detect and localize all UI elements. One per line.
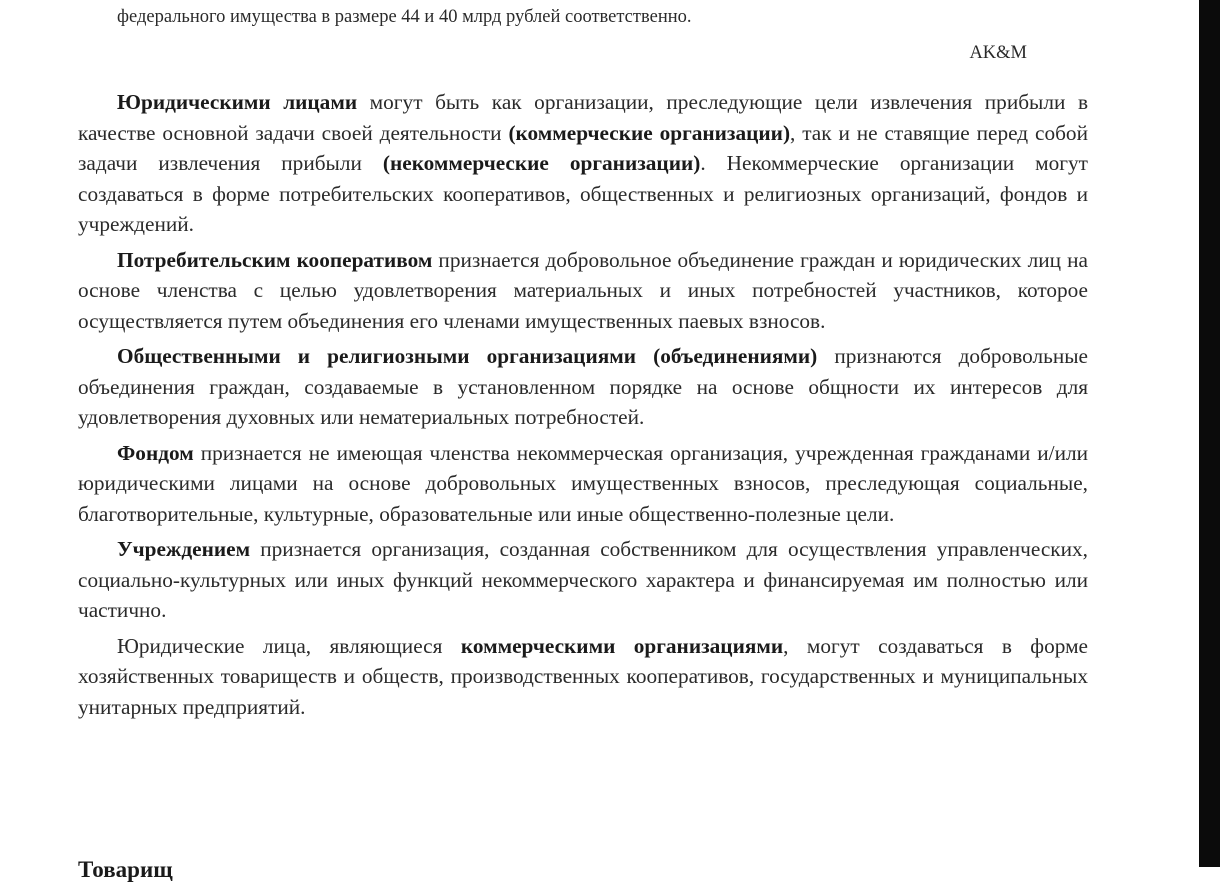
- paragraph-legal-entities: [78, 87, 1088, 240]
- term-consumer-coop: Потребительским кооперативом: [117, 247, 433, 272]
- paragraph-fund: [78, 438, 1088, 530]
- paragraph-text: признается добровольное объединение граждан и юридических лиц на основе членства с целью удовлетворения материальных и иных потребностей участников, которое осуществляется путем объединения его членами имущественных паевых взносов.: [78, 247, 1088, 333]
- paragraph-text: признаются добровольные объединения граждан, создаваемые в установленном порядке на основе общности их интересов для удовлетворения духовных или нематериальных потребностей.: [78, 344, 1088, 429]
- term-noncommercial-orgs: (некоммерческие организации): [382, 151, 701, 175]
- paragraph-text: признается не имеющая членства некоммерческая организация, учрежденная гражданами и/или юридическими лицами на основе добровольных имущественных взносов, преследующая социальные, благотворительные, культурные, образовательные или иные общественно-полезные цели.: [78, 440, 1088, 526]
- paragraph-public-religious-orgs: [78, 341, 1088, 433]
- page-edge-border: [1199, 0, 1220, 867]
- paragraph-text: признается организация, созданная собственником для осуществления управленческих, социально-культурных или иных функций некоммерческого характера и финансируемая им полностью или частично.: [78, 537, 1088, 622]
- term-commercial-orgs: (коммерческие организации): [508, 120, 791, 145]
- paragraph-text: Юридические лица, являющиеся: [117, 633, 461, 658]
- term-public-religious-orgs: Общественными и религиозными организациями (объединениями): [117, 344, 818, 368]
- document-body: [78, 87, 1088, 727]
- term-institution: Учреждением: [117, 537, 251, 561]
- term-commercial-orgs: коммерческими организациями: [460, 633, 784, 658]
- paragraph-institution: [78, 534, 1088, 626]
- paragraph-text: . Некоммерческие организации могут создаваться в форме потребительских кооперативов, общественных и религиозных организаций, фондов и учреждений.: [78, 151, 1088, 236]
- paragraph-commercial-forms: [78, 631, 1088, 723]
- paragraph-text: могут быть как организации, преследующие цели извлечения прибыли в качестве основной задачи своей деятельности: [78, 90, 1088, 145]
- intro-text-line: федерального имущества в размере 44 и 40 млрд рублей соответственно.: [117, 7, 692, 27]
- paragraph-text: , могут создаваться в форме хозяйственных товариществ и обществ, производственных кооперативов, государственных и муниципальных унитарных предприятий.: [78, 633, 1089, 719]
- section-heading-partnerships: Товарищ: [78, 857, 173, 882]
- paragraph-consumer-coop: [78, 245, 1088, 337]
- term-legal-entities: Юридическими лицами: [117, 90, 358, 114]
- source-attribution: AK&M: [969, 43, 1027, 63]
- term-fund: Фондом: [117, 440, 194, 465]
- paragraph-text: , так и не ставящие перед собой задачи извлечения прибыли: [78, 120, 1088, 175]
